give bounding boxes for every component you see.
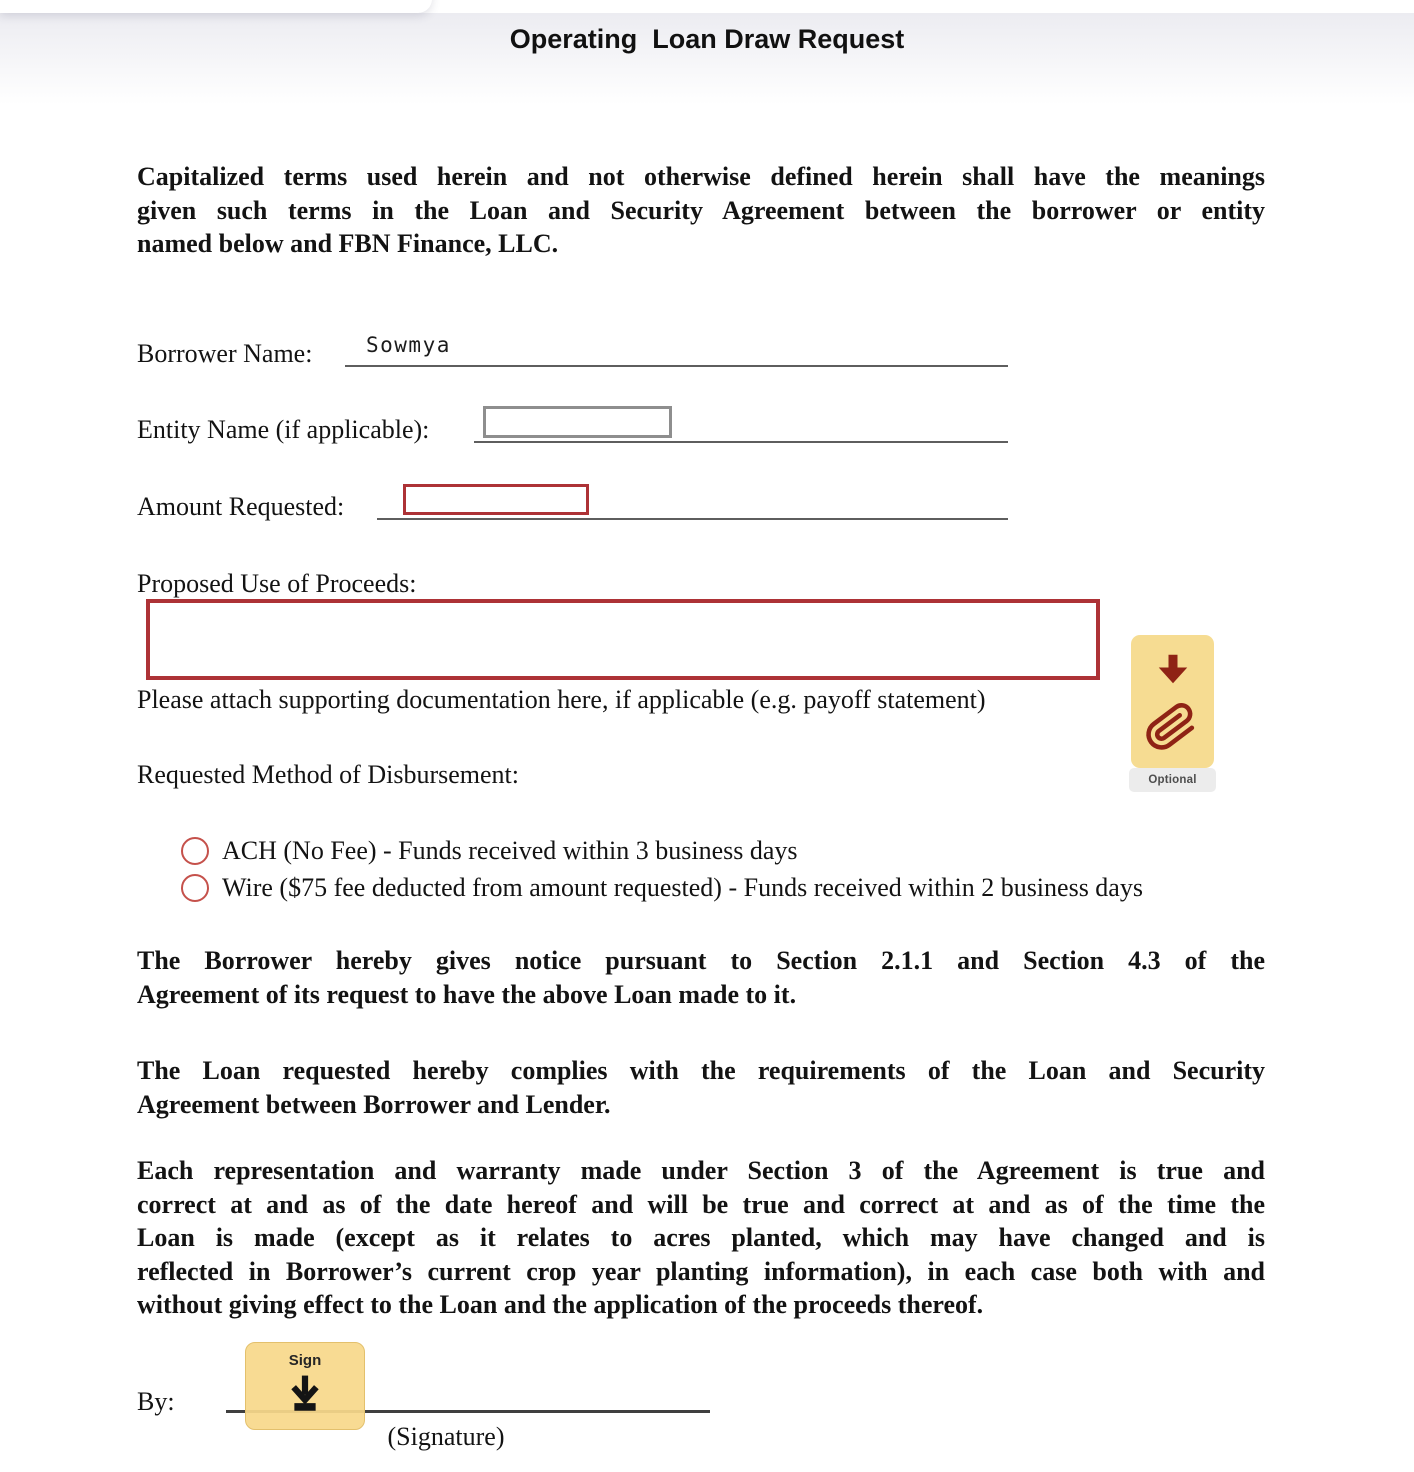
down-arrow-icon xyxy=(1155,649,1191,694)
paragraph-line: Each representation and warranty made under Section 3 of the Agreement is true and xyxy=(137,1156,1265,1185)
paragraph-line: Agreement between Borrower and Lender. xyxy=(137,1089,611,1119)
signature-caption: (Signature) xyxy=(387,1422,505,1451)
radio-wire-label: Wire ($75 fee deducted from amount requested) - Funds received within 2 business days xyxy=(222,873,1143,902)
entity-name-label: Entity Name (if applicable): xyxy=(137,415,430,444)
paragraph-line: without giving effect to the Loan and the application of the proceeds thereof. xyxy=(137,1290,984,1319)
compliance-paragraph xyxy=(137,1054,1265,1121)
attach-document-button[interactable] xyxy=(1131,635,1214,768)
paragraph-line: Agreement of its request to have the above Loan made to it. xyxy=(137,979,797,1009)
sign-button[interactable] xyxy=(245,1342,365,1430)
sign-button-label: Sign xyxy=(288,1352,322,1369)
download-arrow-icon xyxy=(283,1402,327,1419)
radio-ach[interactable] xyxy=(181,837,209,865)
borrower-name-label: Borrower Name: xyxy=(137,339,313,368)
paragraph-line: named below and FBN Finance, LLC. xyxy=(137,229,559,258)
paragraph-line: given such terms in the Loan and Security Agreement between the borrower or entity xyxy=(137,195,1265,225)
attachment-note: Please attach supporting documentation here, if applicable (e.g. payoff statement) xyxy=(137,685,986,714)
paperclip-icon xyxy=(1141,696,1201,764)
paragraph-line: Capitalized terms used herein and not otherwise defined herein shall have the meanings xyxy=(137,162,1265,191)
optional-badge: Optional xyxy=(1129,768,1216,792)
borrower-name-underline xyxy=(345,365,1008,367)
amount-requested-label: Amount Requested: xyxy=(137,492,345,521)
paragraph-line: The Loan requested hereby complies with the requirements of the Loan and Security xyxy=(137,1056,1265,1085)
paragraph-line: reflected in Borrower’s current crop year planting information), in each case both with and xyxy=(137,1256,1265,1286)
paragraph-line: correct at and as of the date hereof and will be true and correct at and as of the time the xyxy=(137,1189,1265,1219)
entity-name-field[interactable] xyxy=(483,406,672,438)
borrower-name-value[interactable]: Sowmya xyxy=(366,333,451,357)
notice-paragraph xyxy=(137,944,1265,1011)
radio-wire[interactable] xyxy=(181,874,209,902)
representation-paragraph xyxy=(137,1154,1265,1322)
amount-requested-underline xyxy=(377,518,1008,520)
page-title: Operating Loan Draw Request xyxy=(509,24,905,54)
entity-name-underline xyxy=(474,441,1008,443)
disbursement-label: Requested Method of Disbursement: xyxy=(137,760,519,789)
amount-requested-field[interactable] xyxy=(403,484,589,515)
paragraph-line: The Borrower hereby gives notice pursuant to Section 2.1.1 and Section 4.3 of the xyxy=(137,946,1265,975)
by-label: By: xyxy=(137,1387,175,1416)
intro-paragraph xyxy=(137,160,1265,261)
proposed-use-label: Proposed Use of Proceeds: xyxy=(137,569,417,598)
top-panel-edge xyxy=(0,0,432,13)
radio-ach-label: ACH (No Fee) - Funds received within 3 business days xyxy=(222,836,798,865)
paragraph-line: Loan is made (except as it relates to acres planted, which may have changed and is xyxy=(137,1223,1265,1252)
proposed-use-field[interactable] xyxy=(146,599,1100,680)
